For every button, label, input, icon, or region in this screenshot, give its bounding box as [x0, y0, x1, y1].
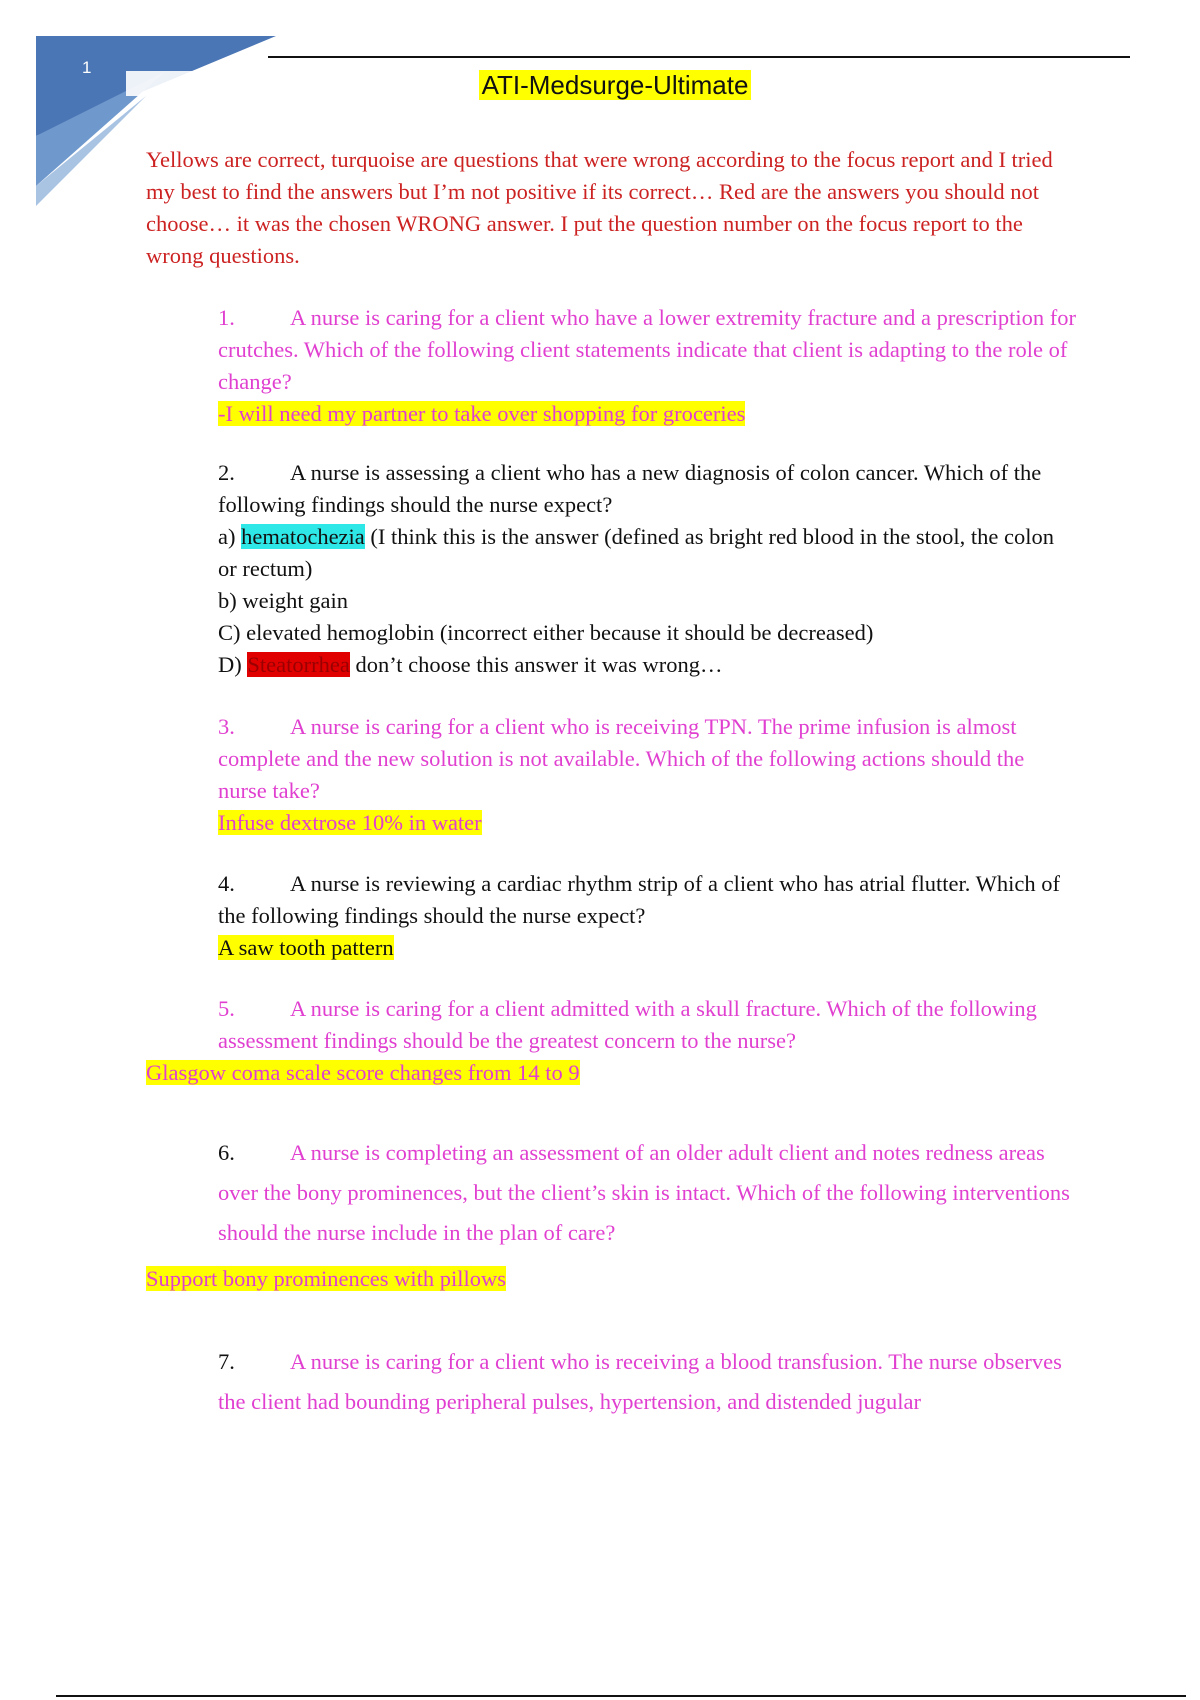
header-rule [268, 56, 1130, 58]
question-number: 1. [218, 305, 235, 330]
intro-paragraph: Yellows are correct, turquoise are questions that were wrong according to the focus report and I tried my best to find the answers but I’m not positive if its correct… Red are the answers you should not choose… it was the chosen WRONG answer. I put the question number on the focus report to the wrong questions. [146, 147, 1053, 268]
option-d-note: don’t choose this answer it was wrong… [349, 652, 723, 677]
option-a-prefix: a) [218, 524, 242, 549]
option-c: C) elevated hemoglobin (incorrect either because it should be decreased) [218, 620, 874, 645]
question-5-answer-row [146, 1057, 580, 1089]
question-6-answer-row [146, 1263, 506, 1295]
question-text: A nurse is caring for a client who have a lower extremity fracture and a prescription for crutches. Which of the following client statements indicate that client is adapting to the role of change? [218, 305, 1076, 394]
option-a-note: (I think this is the answer (defined as bright red blood in the stool, the colon or rectum) [218, 524, 1055, 581]
question-text: A nurse is completing an assessment of an older adult client and notes redness areas over the bony prominences, but the client’s skin is intact. Which of the following interventions should the nurse include in the plan of care? [218, 1140, 1070, 1245]
question-number: 4. [218, 871, 235, 896]
question-number: 2. [218, 460, 235, 485]
question-text: A nurse is caring for a client who is receiving TPN. The prime infusion is almost complete and the new solution is not available. Which of the following actions should the nurse take? [218, 714, 1025, 803]
question-number: 7. [218, 1349, 235, 1374]
footer-rule [56, 1695, 1186, 1697]
document-title: ATI-Medsurge-Ultimate [479, 70, 752, 100]
option-d-term: Steatorrhea [247, 652, 350, 677]
title-row [0, 70, 1200, 101]
question-text: A nurse is caring for a client admitted with a skull fracture. Which of the following assessment findings should be the greatest concern to the nurse? [218, 996, 1037, 1053]
question-2 [218, 457, 1078, 681]
page-number: 1 [82, 58, 92, 77]
question-3 [218, 711, 1078, 839]
correct-answer: Infuse dextrose 10% in water [218, 810, 482, 835]
question-6 [218, 1133, 1078, 1253]
correct-answer: Support bony prominences with pillows [146, 1266, 506, 1291]
question-1 [218, 302, 1078, 430]
correct-answer: -I will need my partner to take over shopping for groceries [218, 401, 746, 426]
correct-answer: A saw tooth pattern [218, 935, 394, 960]
question-text: A nurse is caring for a client who is receiving a blood transfusion. The nurse observes the client had bounding peripheral pulses, hypertension, and distended jugular [218, 1349, 1062, 1414]
question-number: 6. [218, 1140, 235, 1165]
question-text: A nurse is assessing a client who has a new diagnosis of colon cancer. Which of the following findings should the nurse expect? [218, 460, 1042, 517]
question-text: A nurse is reviewing a cardiac rhythm strip of a client who has atrial flutter. Which of the following findings should the nurse expect? [218, 871, 1060, 928]
option-a-term: hematochezia [241, 524, 365, 549]
question-7 [218, 1342, 1078, 1422]
question-number: 5. [218, 996, 235, 1021]
correct-answer: Glasgow coma scale score changes from 14 to 9 [146, 1060, 580, 1085]
option-d-prefix: D) [218, 652, 248, 677]
option-b: b) weight gain [218, 588, 348, 613]
question-number: 3. [218, 714, 235, 739]
question-4 [218, 868, 1078, 964]
question-5 [218, 993, 1078, 1057]
